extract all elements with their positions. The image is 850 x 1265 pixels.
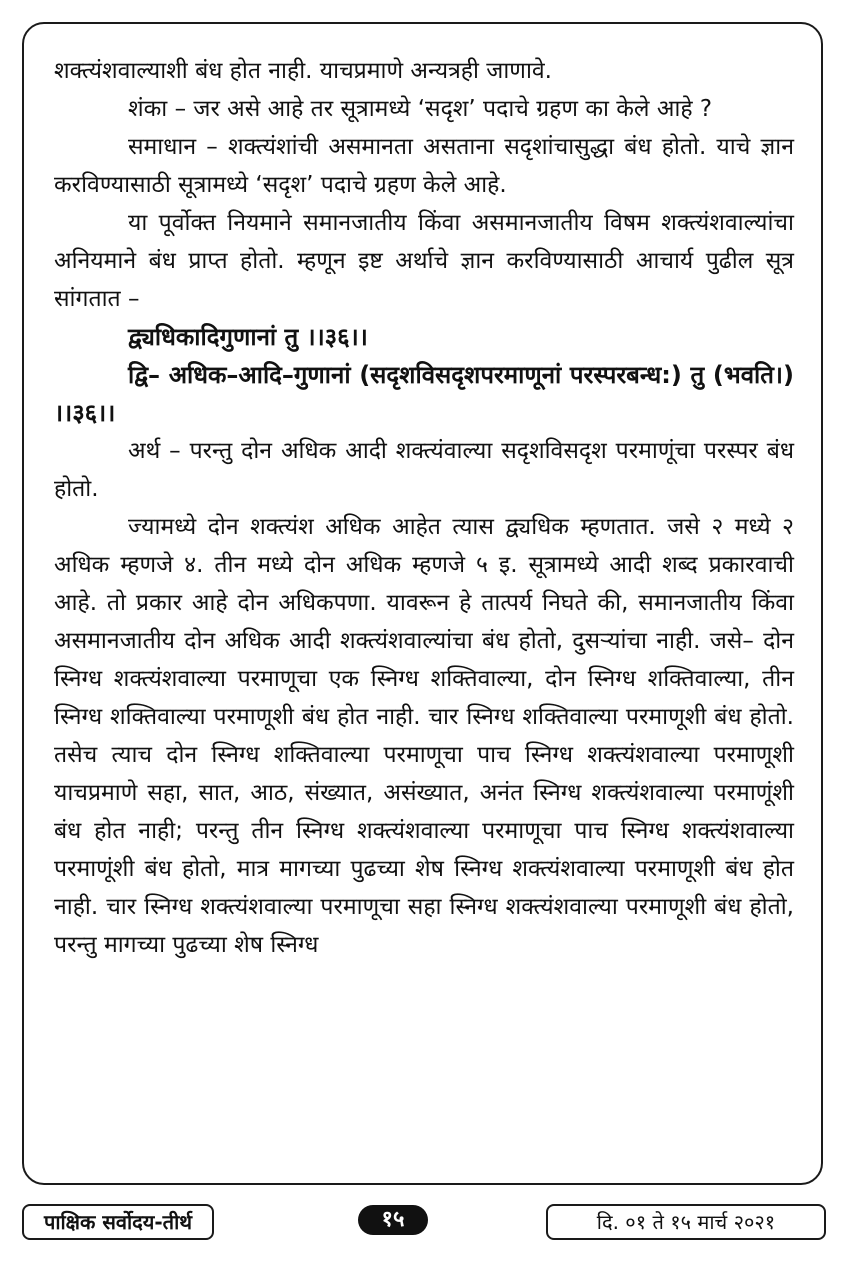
sutra-expansion: द्वि– अधिक–आदि–गुणानां (सदृशविसदृशपरमाणूनां परस्परबन्ध:) तु (भवति।) ।।३६।। — [54, 361, 794, 427]
paragraph-explanation: ज्यामध्ये दोन शक्त्यंश अधिक आहेत त्यास द्व्यधिक म्हणतात. जसे २ मध्ये २ अधिक म्हणजे ४. तीन मध्ये दोन अधिक म्हणजे ५ इ. सूत्रामध्ये आदी शब्द प्रकारवाची आहे. तो प्रकार आहे दोन अधिकपणा. यावरून हे तात्पर्य निघते की, समानजातीय किंवा असमानजातीय दोन अधिक आदी शक्त्यंशवाल्यांचा बंध होतो, दुसऱ्यांचा नाही. जसे– दोन स्निग्ध शक्त्यंशवाल्या परमाणूचा एक स्निग्ध शक्तिवाल्या, दोन स्निग्ध शक्तिवाल्या, तीन स्निग्ध शक्तिवाल्या परमाणूशी बंध होत नाही. चार स्निग्ध शक्तिवाल्या परमाणूशी बंध होतो. तसेच त्याच दोन स्निग्ध शक्तिवाल्या परमाणूचा पाच स्निग्ध शक्त्यंशवाल्या परमाणूशी याचप्रमाणे सहा, सात, आठ, संख्यात, असंख्यात, अनंत स्निग्ध शक्त्यंशवाल्या परमाणूंशी बंध होत नाही; परन्तु तीन स्निग्ध शक्त्यंशवाल्या परमाणूचा पाच स्निग्ध शक्त्यंशवाल्या परमाणूंशी बंध होतो, मात्र मागच्या पुढच्या शेष स्निग्ध शक्त्यंशवाल्या परमाणूशी बंध होत नाही. चार स्निग्ध शक्त्यंशवाल्या परमाणूचा सहा स्निग्ध शक्त्यंशवाल्या परमाणूशी बंध होतो, परन्तु मागच्या पुढच्या शेष स्निग्ध — [54, 514, 794, 958]
publication-name: पाक्षिक सर्वोदय-तीर्थ — [22, 1204, 214, 1240]
paragraph-doubt: शंका – जर असे आहे तर सूत्रामध्ये ‘सदृश’ पदाचे ग्रहण का केले आहे ? — [128, 96, 713, 122]
sutra-text: द्व्यधिकादिगुणानां तु ।।३६।। — [128, 323, 368, 351]
page-body — [54, 52, 794, 964]
paragraph-rule: या पूर्वोक्त नियमाने समानजातीय किंवा असमानजातीय विषम शक्त्यंशवाल्यांचा अनियमाने बंध प्राप्त होतो. म्हणून इष्ट अर्थाचे ज्ञान करविण्यासाठी आचार्य पुढील सूत्र सांगतात – — [54, 210, 794, 312]
paragraph-resolution: समाधान – शक्त्यंशांची असमानता असताना सदृशांचासुद्धा बंध होतो. याचे ज्ञान करविण्यासाठी सूत्रामध्ये ‘सदृश’ पदाचे ग्रहण केले आहे. — [54, 134, 794, 198]
paragraph-continuation: शक्त्यंशवाल्याशी बंध होत नाही. याचप्रमाणे अन्यत्रही जाणावे. — [54, 58, 552, 84]
paragraph-meaning: अर्थ – परन्तु दोन अधिक आदी शक्त्यंवाल्या सदृशविसदृश परमाणूंचा परस्पर बंध होतो. — [54, 438, 794, 502]
page-number: १५ — [358, 1205, 428, 1235]
issue-date: दि. ०१ ते १५ मार्च २०२१ — [546, 1204, 826, 1240]
